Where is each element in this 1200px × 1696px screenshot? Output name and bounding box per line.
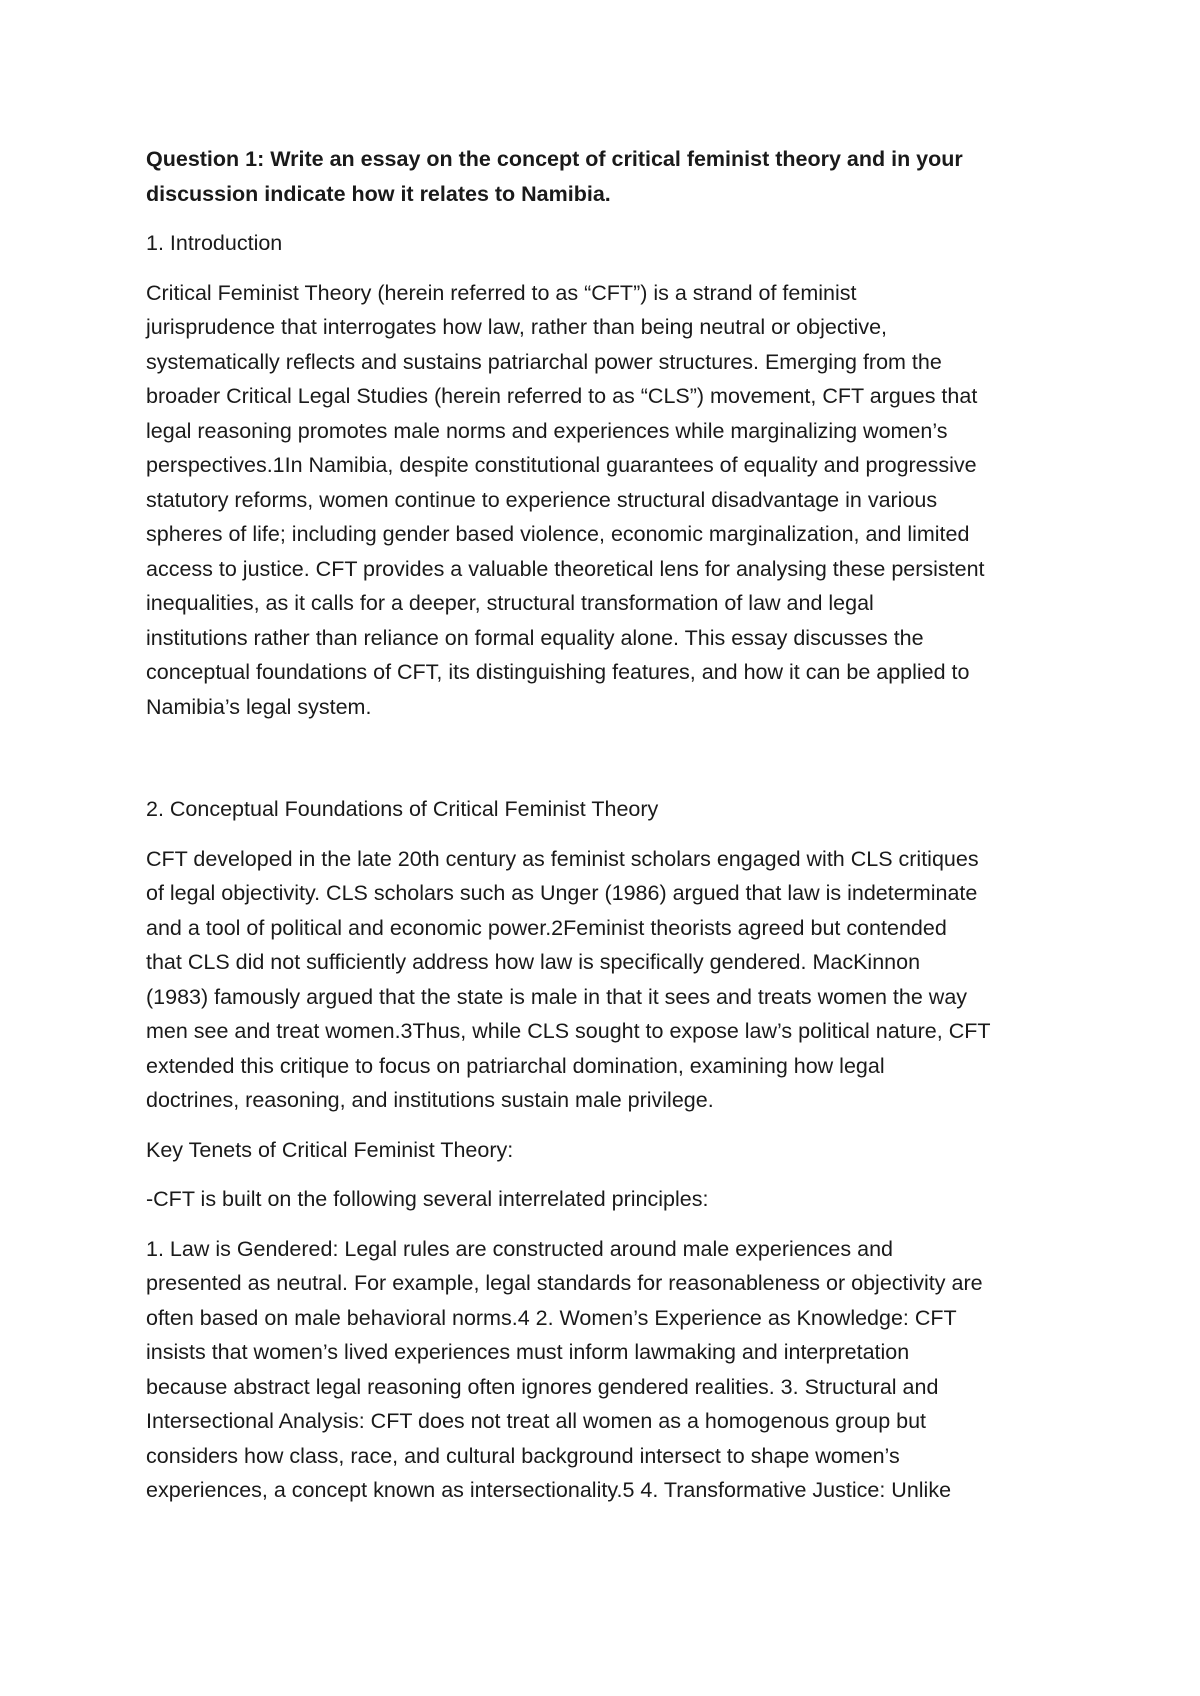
question-line: discussion indicate how it relates to Namibia. — [146, 181, 611, 206]
paragraph-line: Intersectional Analysis: CFT does not treat all women as a homogenous group but — [146, 1409, 927, 1433]
paragraph-line: jurisprudence that interrogates how law, rather than being neutral or objective, — [146, 315, 887, 339]
key-tenets-heading: Key Tenets of Critical Feminist Theory: — [146, 1137, 514, 1162]
paragraph-line: of legal objectivity. CLS scholars such as Unger (1986) argued that law is indeterminate — [146, 881, 978, 905]
question-heading — [146, 142, 1076, 211]
paragraph-line: statutory reforms, women continue to experience structural disadvantage in various — [146, 487, 938, 512]
paragraph-line: Namibia’s legal system. — [146, 694, 372, 719]
paragraph-line: institutions rather than reliance on formal equality alone. This essay discusses the — [146, 625, 924, 650]
paragraph-line: because abstract legal reasoning often ignores gendered realities. 3. Structural and — [146, 1374, 939, 1399]
paragraph-line: broader Critical Legal Studies (herein referred to as “CLS”) movement, CFT argues that — [146, 384, 978, 408]
paragraph-line: legal reasoning promotes male norms and experiences while marginalizing women’s — [146, 418, 948, 443]
paragraph-line: Critical Feminist Theory (herein referred to as “CFT”) is a strand of feminist — [146, 280, 857, 305]
question-line: Question 1: Write an essay on the concept of critical feminist theory and in your — [146, 147, 963, 171]
conceptual-foundations-paragraph — [146, 842, 1076, 1118]
paragraph-line: (1983) famously argued that the state is male in that it sees and treats women the way — [146, 984, 968, 1009]
paragraph-line: considers how class, race, and cultural background intersect to shape women’s — [146, 1443, 900, 1468]
paragraph-line: systematically reflects and sustains patriarchal power structures. Emerging from the — [146, 349, 942, 374]
paragraph-line: that CLS did not sufficiently address how law is specifically gendered. MacKinnon — [146, 950, 921, 974]
key-tenets-intro: -CFT is built on the following several interrelated principles: — [146, 1187, 709, 1211]
paragraph-line: 1. Law is Gendered: Legal rules are constructed around male experiences and — [146, 1236, 893, 1261]
paragraph-line: access to justice. CFT provides a valuable theoretical lens for analysing these persistent — [146, 556, 985, 581]
paragraph-line: men see and treat women.3Thus, while CLS sought to expose law’s political nature, CFT — [146, 1019, 991, 1043]
paragraph-line: perspectives.1In Namibia, despite constitutional guarantees of equality and progressive — [146, 453, 977, 477]
paragraph-line: doctrines, reasoning, and institutions sustain male privilege. — [146, 1088, 714, 1112]
paragraph-line: spheres of life; including gender based violence, economic marginalization, and limited — [146, 522, 970, 546]
paragraph-line: CFT developed in the late 20th century as feminist scholars engaged with CLS critiques — [146, 846, 979, 871]
paragraph-line: inequalities, as it calls for a deeper, structural transformation of law and legal — [146, 591, 874, 615]
paragraph-line: experiences, a concept known as intersectionality.5 4. Transformative Justice: Unlike — [146, 1478, 952, 1502]
paragraph-line: presented as neutral. For example, legal standards for reasonableness or objectivity are — [146, 1271, 983, 1295]
paragraph-line: often based on male behavioral norms.4 2. Women’s Experience as Knowledge: CFT — [146, 1305, 957, 1330]
introduction-paragraph — [146, 276, 1076, 725]
key-tenets-paragraph — [146, 1232, 1076, 1508]
paragraph-line: and a tool of political and economic power.2Feminist theorists agreed but contended — [146, 915, 947, 940]
section-heading-introduction: 1. Introduction — [146, 231, 283, 255]
document-page — [146, 142, 1076, 1508]
paragraph-line: insists that women’s lived experiences must inform lawmaking and interpretation — [146, 1340, 910, 1364]
paragraph-line: conceptual foundations of CFT, its distinguishing features, and how it can be applied to — [146, 660, 970, 684]
section-heading-conceptual-foundations: 2. Conceptual Foundations of Critical Feminist Theory — [146, 797, 659, 821]
paragraph-line: extended this critique to focus on patriarchal domination, examining how legal — [146, 1053, 885, 1078]
